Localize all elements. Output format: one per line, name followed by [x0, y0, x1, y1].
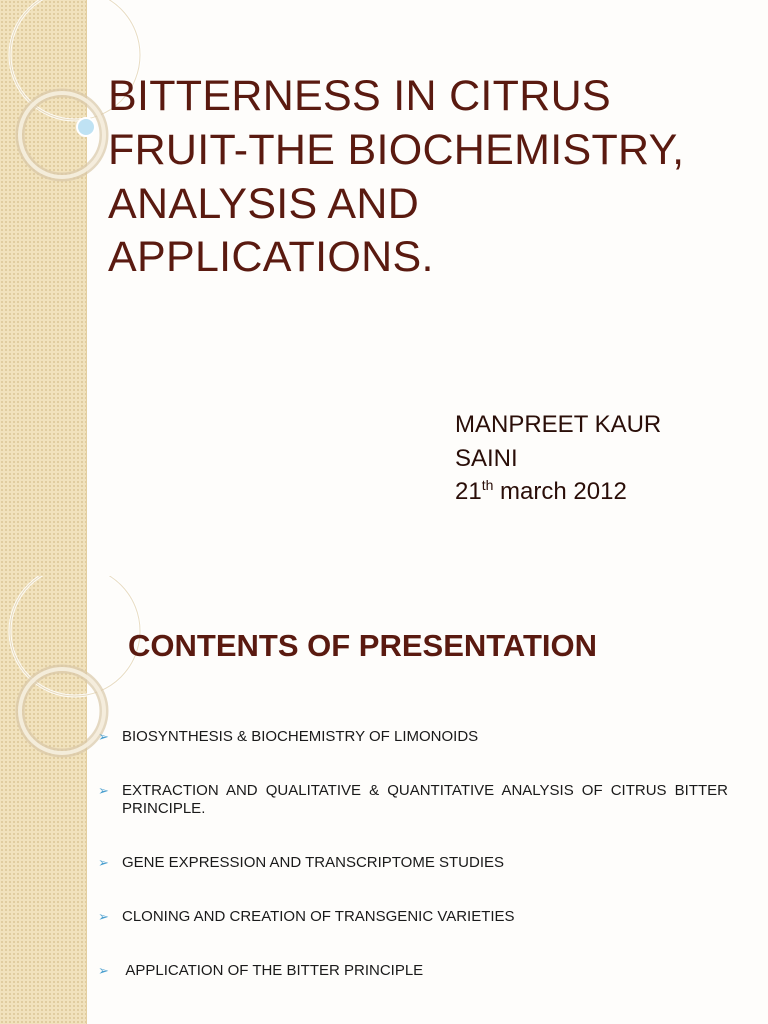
presentation-date [455, 475, 745, 509]
list-item-text: BIOSYNTHESIS & BIOCHEMISTRY OF LIMONOIDS [122, 728, 479, 745]
list-item [98, 782, 728, 818]
author-name-line2: SAINI [455, 444, 518, 472]
list-item-text: APPLICATION OF THE BITTER PRINCIPLE [122, 962, 424, 979]
contents-heading: CONTENTS OF PRESENTATION [128, 628, 598, 663]
bubble-dot [77, 118, 95, 136]
date-rest: march 2012 [493, 478, 627, 506]
list-item-text: CLONING AND CREATION OF TRANSGENIC VARIETIES [122, 908, 515, 925]
list-item-text: GENE EXPRESSION AND TRANSCRIPTOME STUDIES [122, 854, 505, 871]
decorative-rings [0, 576, 160, 776]
date-day: 21 [455, 478, 482, 506]
arrow-bullet-icon: ➢ [98, 783, 109, 798]
slide-title: BITTERNESS IN CITRUS FRUIT-THE BIOCHEMISTRY, ANALYSIS AND APPLICATIONS. [108, 72, 685, 282]
contents-slide [0, 576, 768, 1024]
date-suffix: th [481, 477, 494, 494]
arrow-bullet-icon: ➢ [98, 909, 109, 924]
arrow-bullet-icon: ➢ [98, 855, 109, 870]
list-item [98, 962, 423, 980]
arrow-bullet-icon: ➢ [98, 729, 109, 744]
arrow-bullet-icon: ➢ [98, 963, 109, 978]
list-item [98, 908, 515, 926]
list-item [98, 854, 504, 872]
author-name-line1: MANPREET KAUR [455, 411, 662, 438]
author-block [455, 408, 745, 509]
list-item-text: EXTRACTION AND QUALITATIVE & QUANTITATIVE ANALYSIS OF CITRUS BITTER PRINCIPLE. [122, 782, 728, 817]
list-item [98, 728, 478, 746]
